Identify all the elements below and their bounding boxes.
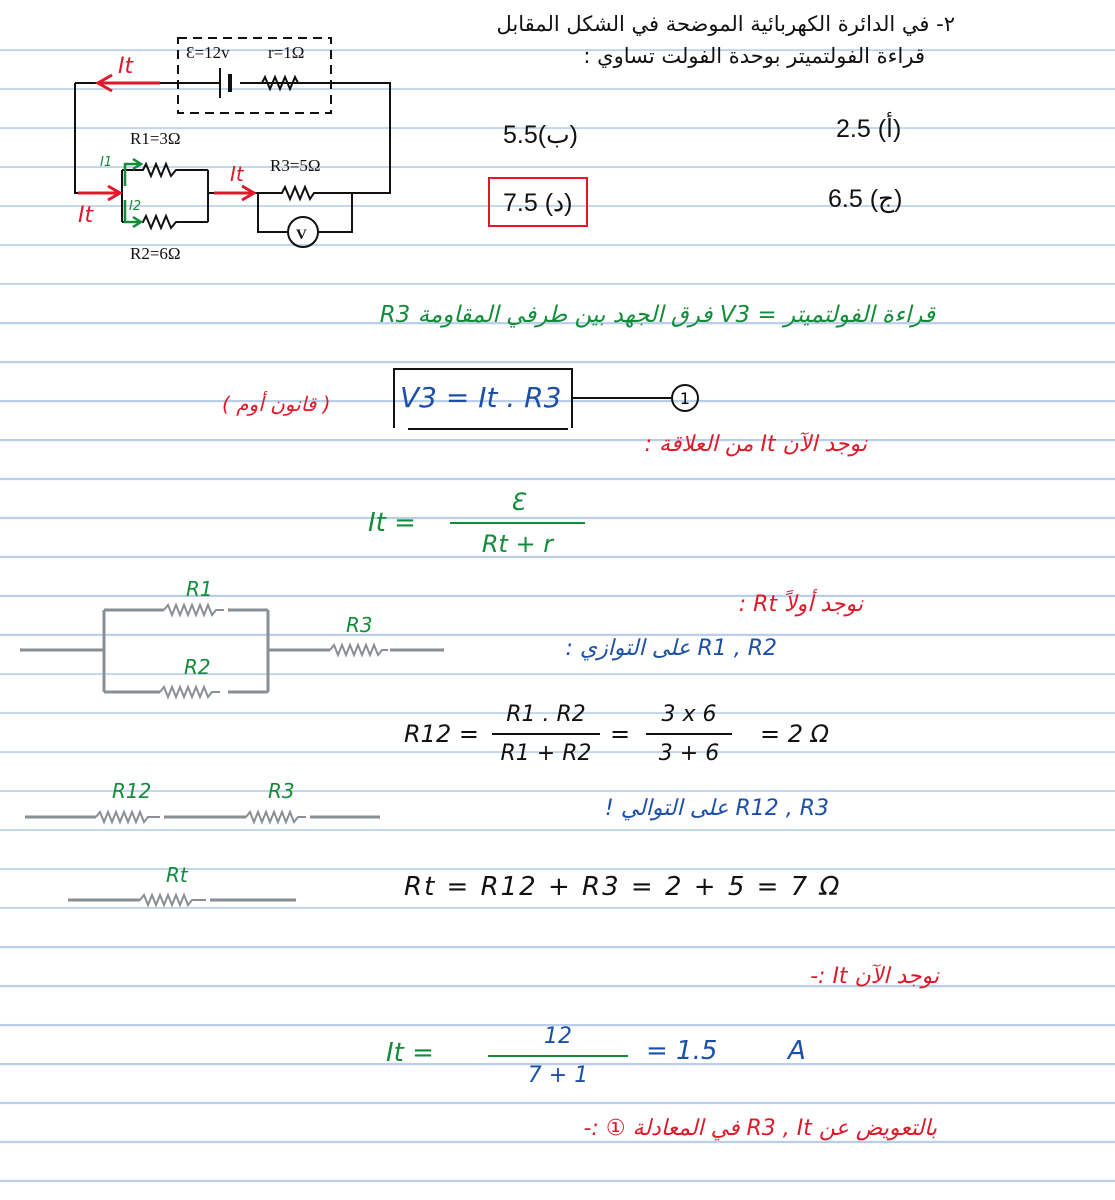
sketch-rt-label: Rt	[166, 863, 188, 887]
it-left-label: It	[78, 203, 94, 228]
find-it-note: نوجد الآن It من العلاقة :	[644, 432, 867, 457]
r12-den-2: 3 + 6	[658, 741, 720, 766]
parallel-note: R1 , R2 على التوازي :	[565, 636, 777, 661]
r12-lhs: R12 =	[404, 720, 479, 748]
internal-resistance-label: r=1Ω	[268, 43, 305, 62]
series-sketch	[0, 770, 400, 910]
r12-bar-1	[492, 733, 600, 735]
it-eq-unit: A	[788, 1036, 806, 1066]
sketch-r2-label: R2	[184, 655, 211, 679]
final-substitution-note: بالتعويض عن R3 , It في المعادلة ① :-	[583, 1116, 937, 1141]
r12-num-2: 3 x 6	[661, 702, 717, 727]
it-eq-bar	[488, 1055, 628, 1057]
it-mid-label: It	[230, 162, 244, 186]
it-eq-fraction	[488, 1024, 628, 1088]
voltmeter-label: V	[296, 227, 307, 243]
r1-label: R1=3Ω	[130, 129, 181, 148]
r12-bar-2	[646, 733, 732, 735]
sketch-r12-label: R12	[112, 779, 152, 803]
eq1-number-circle: 1	[671, 384, 699, 412]
eq1-underline	[408, 428, 568, 430]
it-top-label: It	[118, 54, 134, 79]
r12-num-1: R1 . R2	[506, 702, 586, 727]
r2-label: R2=6Ω	[130, 244, 181, 263]
sketch-r1-label: R1	[186, 577, 213, 601]
rt-equation: Rt = R12 + R3 = 2 + 5 = 7 Ω	[404, 872, 842, 902]
sketch-r3-label: R3	[346, 613, 373, 637]
r12-fraction-1	[492, 702, 600, 766]
it-formula-fraction	[450, 488, 585, 558]
parallel-sketch	[0, 560, 460, 730]
voltmeter-reading-note: قراءة الفولتميتر = V3 فرق الجهد بين طرفي المقاومة R3	[379, 302, 935, 328]
ohm-law-note: ( قانون أوم )	[222, 392, 331, 416]
r3-label: R3=5Ω	[270, 156, 321, 175]
it-formula-bar	[450, 522, 585, 524]
option-c[interactable]: 6.5 (ج)	[828, 185, 903, 213]
option-b[interactable]: 5.5(ب)	[503, 121, 578, 149]
it-formula-numerator: Ɛ	[510, 488, 525, 516]
it-eq-lhs: It =	[386, 1038, 434, 1068]
r12-fraction-2	[646, 702, 732, 766]
r12-equals: =	[610, 720, 631, 748]
option-a[interactable]: 2.5 (أ)	[836, 115, 902, 143]
find-it2-note: نوجد الآن It :-	[810, 964, 939, 989]
it-eq-num: 12	[544, 1024, 572, 1049]
question-line-2: قراءة الفولتميتر بوحدة الفولت تساوي :	[583, 44, 925, 68]
option-d[interactable]: 7.5 (د)	[503, 189, 573, 217]
question-line-1: ٢- في الدائرة الكهربائية الموضحة في الشكل المقابل	[496, 12, 955, 36]
sketch-r3b-label: R3	[268, 779, 295, 803]
circuit-diagram	[0, 0, 440, 280]
eq1-voltage: V3 = It . R3	[400, 381, 562, 414]
eq1-pointer-line	[571, 397, 671, 399]
r12-result: = 2 Ω	[760, 720, 829, 748]
it-eq-den: 7 + 1	[527, 1063, 589, 1088]
i2-label: I2	[129, 199, 142, 214]
series-note: R12 , R3 على التوالي !	[604, 796, 829, 821]
it-eq-result: = 1.5	[646, 1036, 718, 1066]
emf-label: Ɛ=12v	[186, 43, 230, 62]
it-formula-lhs: It =	[368, 508, 416, 538]
find-rt-note: نوجد أولاً Rt :	[738, 592, 863, 617]
it-formula-denominator: Rt + r	[481, 530, 554, 558]
r12-den-1: R1 + R2	[500, 741, 592, 766]
i1-label: I1	[100, 155, 113, 170]
